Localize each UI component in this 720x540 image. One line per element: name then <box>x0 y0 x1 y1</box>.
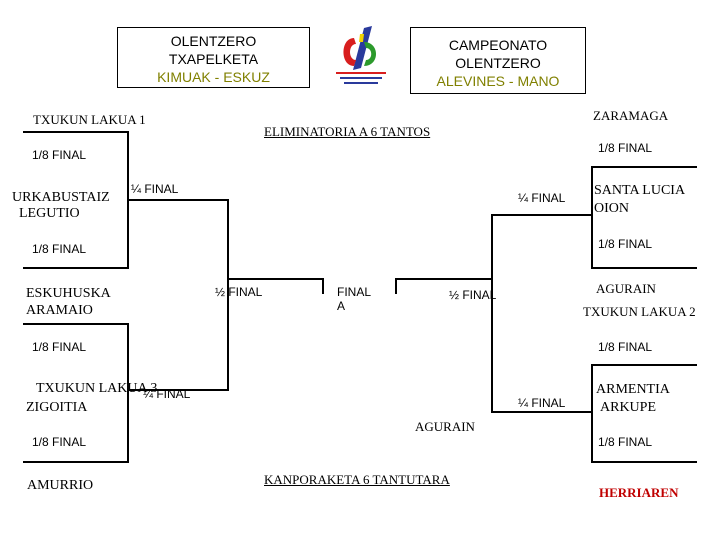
left-team-1: TXUKUN LAKUA 1 <box>33 112 146 127</box>
header-right-line1: CAMPEONATO <box>448 37 548 53</box>
right-team-4b: ARKUPE <box>600 400 657 415</box>
right-eighth-label-3: 1/8 FINAL <box>598 340 653 354</box>
right-team-3b: TXUKUN LAKUA 2 <box>583 304 696 319</box>
right-team-5: HERRIAREN <box>599 485 679 500</box>
left-eighth-label-2: 1/8 FINAL <box>32 242 87 256</box>
header-right-line2: OLENTZERO <box>455 55 541 71</box>
left-eighth-label-4: 1/8 FINAL <box>32 435 87 449</box>
left-team-3a: ESKUHUSKA <box>26 286 111 301</box>
right-team-3a: AGURAIN <box>596 281 656 296</box>
right-eighth-label-1: 1/8 FINAL <box>598 141 653 155</box>
header-left-line3: KIMUAK - ESKUZ <box>157 69 270 85</box>
header-left-line2: TXAPELKETA <box>168 51 259 67</box>
left-team-3b: ARAMAIO <box>26 303 93 318</box>
left-semi-label: ½ FINAL <box>215 285 263 299</box>
header-right-line3: ALEVINES - MANO <box>436 73 560 89</box>
right-team-2b: OION <box>594 201 629 216</box>
left-quarter-label-2: ¼ FINAL <box>143 387 191 401</box>
right-eighth-label-2: 1/8 FINAL <box>598 237 653 251</box>
header-left-line1: OLENTZERO <box>170 33 257 49</box>
right-eighth-label-4: 1/8 FINAL <box>598 435 653 449</box>
right-semi-label: ½ FINAL <box>449 288 497 302</box>
right-quarter-label-2: ¼ FINAL <box>518 396 566 410</box>
left-team-4a: TXUKUN LAKUA 3 <box>36 381 158 396</box>
final-letter: A <box>337 299 346 313</box>
final-label: FINAL <box>337 285 372 299</box>
left-team-2a: URKABUSTAIZ <box>12 190 110 205</box>
title-top: ELIMINATORIA A 6 TANTOS <box>264 124 431 139</box>
left-eighth-label-1: 1/8 FINAL <box>32 148 87 162</box>
left-team-4b: ZIGOITIA <box>26 400 88 415</box>
left-team-5: AMURRIO <box>27 478 94 493</box>
left-eighth-label-3: 1/8 FINAL <box>32 340 87 354</box>
left-team-2b: LEGUTIO <box>19 206 80 221</box>
title-bottom: KANPORAKETA 6 TANTUTARA <box>264 472 450 487</box>
right-quarter-label-1: ¼ FINAL <box>518 191 566 205</box>
winner-label: AGURAIN <box>415 419 475 434</box>
right-team-1: ZARAMAGA <box>593 108 669 123</box>
right-team-4a: ARMENTIA <box>596 382 670 397</box>
right-team-2a: SANTA LUCIA <box>594 183 686 198</box>
left-quarter-label-1: ¼ FINAL <box>131 182 179 196</box>
